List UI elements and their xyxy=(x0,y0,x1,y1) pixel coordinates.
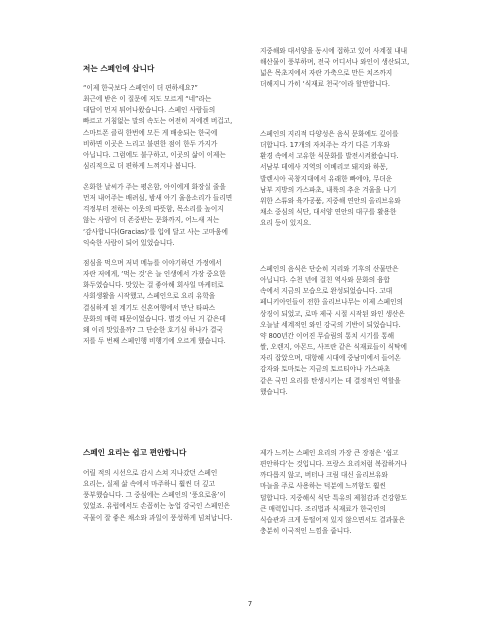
paragraph xyxy=(260,129,401,229)
paragraph xyxy=(260,46,409,91)
text-line: 까다롭지 않고, 버터나 크림 대신 올리브유와 xyxy=(260,471,388,480)
text-line: 페니키아인들이 전한 올리브나무는 이제 스페인의 xyxy=(260,298,403,307)
paragraph xyxy=(260,448,407,537)
section-heading-living-in-spain: 저는 스페인에 삽니다 xyxy=(83,64,155,73)
text-line: 스페인의 음식은 단순히 지리와 기후의 산물만은 xyxy=(260,265,399,273)
text-line: 사회생활을 시작했고, 스페인으로 요리 유학을 xyxy=(83,292,216,301)
text-line: 아닙니다. 그럼에도 불구하고, 이곳의 삶이 이제는 xyxy=(83,150,226,159)
text-line: 넓은 목초지에서 자란 가축으로 만든 치즈까지 xyxy=(260,69,393,78)
text-line: 아닙니다. 수천 년에 걸친 역사와 문화의 융합 xyxy=(260,276,390,285)
text-line: 지중해와 대서양을 동시에 접하고 있어 사계절 내내 xyxy=(260,47,408,55)
text-line: 온화한 날씨가 주는 평온함, 아이에게 화장실 줄을 xyxy=(83,183,226,191)
text-line: 요리 등이 있지요. xyxy=(260,219,312,228)
text-line: 마늘을 주로 사용하는 덕분에 느끼함도 훨씬 xyxy=(260,482,386,491)
text-line: 발렌시아 곡창지대에서 유래한 빠에야, 무더운 xyxy=(260,174,393,183)
text-line: 결심하게 된 계기도 신혼여행에서 만난 타파스 xyxy=(83,303,216,312)
text-line: ‘감사합니다(Gracias)’를 입에 달고 사는 고마움에 xyxy=(83,227,228,236)
text-line: 문화의 매력 때문이었습니다. 별것 아닌 거 같은데 xyxy=(83,314,226,323)
text-line: 충분히 이국적인 느낌을 줍니다. xyxy=(260,527,352,536)
text-line: 제가 느끼는 스페인 요리의 가장 큰 장점은 ‘쉽고 xyxy=(260,449,399,457)
text-line: 큰 매력입니다. 조리법과 식재료가 한국인의 xyxy=(260,504,386,513)
text-line: 더합니다. 17개의 자치주는 각기 다른 기후와 xyxy=(260,141,390,150)
text-line: 어릴 적의 시선으로 감시 스쳐 지나갔던 스페인 xyxy=(83,469,218,477)
text-line: 최근에 받은 이 질문에 저도 모르게 “네”라는 xyxy=(83,95,212,104)
text-line: 서남부 데에사 지역의 이베리코 돼지와 하몽, xyxy=(260,163,388,172)
text-line: 채소 중심의 식단, 대서양 연안의 대구를 활용한 xyxy=(260,208,397,217)
paragraph xyxy=(260,264,407,398)
text-line: 있었죠. 유럽에서도 손꼽히는 농업 강국인 스페인은 xyxy=(83,502,231,511)
text-line: “이제 한국보다 스페인이 더 편하세요?” xyxy=(83,84,198,92)
text-line: 익숙한 사람이 되어 있었습니다. xyxy=(83,238,175,247)
paragraph xyxy=(83,258,226,347)
paragraph xyxy=(83,83,232,172)
section-heading-spanish-cooking-easy: 스페인 요리는 쉽고 편안합니다 xyxy=(83,448,187,457)
text-line: 같은 국민 요리를 탄생시키는 데 결정적인 역할을 xyxy=(260,376,401,385)
text-line: 환경 속에서 고유한 식문화를 발전시켜왔습니다. xyxy=(260,152,399,161)
text-line: 해산물이 풍부하며, 전국 어디서나 와인이 생산되고, xyxy=(260,58,410,67)
text-line: 곡물이 잘 좋은 채소와 과일이 풍성하게 넘쳐납니다. xyxy=(83,513,233,522)
text-line: 스페인의 지리적 다양성은 음식 문화에도 깊이를 xyxy=(260,130,399,138)
text-line: 스마트폰 클릭 한번에 모든 게 배송되는 한국에 xyxy=(83,128,218,137)
text-line: 남부 지방의 가스파초, 내륙의 추운 겨울을 나기 xyxy=(260,185,397,194)
text-line: 자리 잡았으며, 대항해 시대에 중남미에서 들어온 xyxy=(260,354,401,363)
text-line: 빠르고 거침없는 말의 속도는 여전히 저에겐 버겁고, xyxy=(83,117,233,126)
text-line: 쌀, 오렌지, 아몬드, 사프란 같은 식재료들이 식탁에 xyxy=(260,343,407,352)
text-line: 식습관과 크게 동떨어져 있지 않으면서도 결과물은 xyxy=(260,515,405,524)
text-line: 약 800년간 이어진 무슬림의 통치 시기를 통해 xyxy=(260,331,395,340)
text-line: 않는 사람이 더 존중받는 문화까지, 어느새 저는 xyxy=(83,216,220,225)
text-line: 감자와 토마토는 지금의 토르티야나 가스파초 xyxy=(260,365,391,374)
text-line: 심리적으로 더 편하게 느껴지나 봅니다. xyxy=(83,162,196,171)
text-line: 먼저 내어주는 배려심, 밤새 아기 울음소리가 들리면 xyxy=(83,194,233,203)
text-line: 더해지니 가히 ‘식재료 천국’이라 할만합니다. xyxy=(260,80,390,89)
text-line: 덜합니다. 지중해식 식단 특유의 제철감과 건강함도 xyxy=(260,493,408,502)
text-line: 점심을 먹으며 저녁 메뉴를 이야기하던 가정에서 xyxy=(83,259,222,267)
text-line: 걱정부터 전하는 이웃의 따뜻함, 목소리를 높이지 xyxy=(83,205,224,214)
text-line: 상징이 되었고, 로마 제국 시절 시작된 와인 생산은 xyxy=(260,309,405,318)
paragraph xyxy=(83,468,232,524)
text-line: 오늘날 세계적인 와인 강국의 기반이 되었습니다. xyxy=(260,320,401,329)
text-line: 풍부했습니다. 그 중심에는 스페인의 ‘풍요로움’이 xyxy=(83,491,226,500)
text-line: 화두였습니다. 맛있는 걸 좋아해 회사일 마케터로 xyxy=(83,281,224,290)
text-line: 자란 저에게, ‘먹는 것’은 늘 인생에서 가장 중요한 xyxy=(83,270,226,279)
text-line: 편안하다’는 것입니다. 프랑스 요리처럼 복잡하거나 xyxy=(260,460,408,469)
text-line: 비하면 이곳은 느리고 불편한 점이 한두 가지가 xyxy=(83,139,218,148)
text-line: 했습니다. xyxy=(260,387,288,396)
text-line: 속에서 지금의 모습으로 완성되었습니다. 고대 xyxy=(260,287,393,296)
text-line: 왜 이리 맛있을까? 그 단순한 호기심 하나가 결국 xyxy=(83,325,223,334)
text-line: 대답이 먼저 튀어나왔습니다. 스페인 사람들의 xyxy=(83,106,216,115)
text-line: 저를 두 번째 스페인행 비행기에 오르게 했습니다. xyxy=(83,337,226,346)
paragraph xyxy=(83,182,232,249)
text-line: 위한 스튜와 육가공품, 지중해 연안의 올리브유와 xyxy=(260,196,401,205)
text-line: 요리는, 실제 삶 속에서 마주하니 훨씬 더 깊고 xyxy=(83,480,215,489)
page-number: 7 xyxy=(247,600,253,608)
